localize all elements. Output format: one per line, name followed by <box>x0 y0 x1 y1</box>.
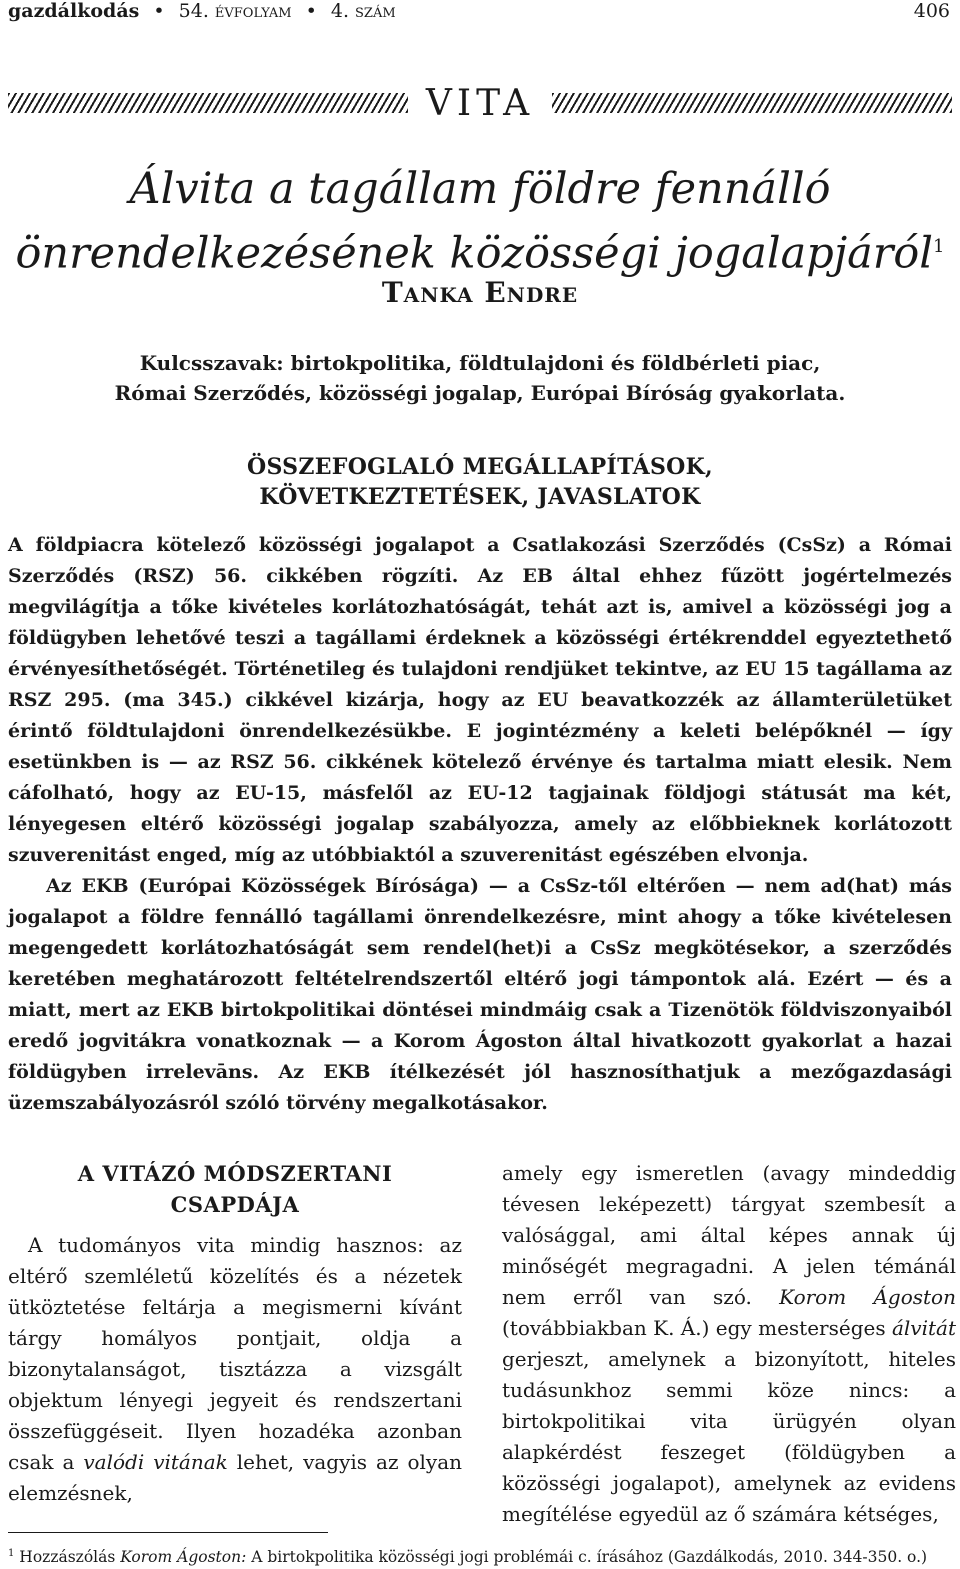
left-text-part-1: A tudományos vita mindig hasznos: az eltérő szemléletű közelítés és a nézetek ütköztetése feltárja a megismerni kívánt tárgy homályos pontjait, oldja a bizonytalanságot, tisztázza a vizsgált objektum lényegi jegyeit és rendszertani összefüggéseit. Ilyen hozadéka azonban csak a <box>8 1233 462 1474</box>
subheading-line-1: A VITÁZÓ MÓDSZERTANI <box>77 1161 393 1186</box>
summary-body <box>8 530 952 1119</box>
right-column-paragraph <box>502 1158 956 1530</box>
summary-paragraph-1: A földpiacra kötelező közösségi jogalapot a Csatlakozási Szerződés (CsSz) a Római Szerződés (RSZ) 56. cikkében rögzíti. Az EB által ehhez fűzött jogértelmezés megvilágítja a tőke kivételes korlátozhatóságát, tehát azt is, amivel a közösségi jog a földügyben lehetővé teszi a tagállami érdeknek a közösségi értékrenddel egyeztethető érvényesíthetőségét. Történetileg és tulajdoni rendjüket tekintve, az EU 15 tagállama az RSZ 295. (ma 345.) cikkével kizárja, hogy az EU beavatkozzék az államterületüket érintő földtulajdoni önrendelkezésükbe. E jogintézmény a keleti belépőknél — így esetünkben is — az RSZ 56. cikkének kötelező érvénye és tartalma miatt elesik. Nem cáfolható, hogy az EU-15, másfelől az EU-12 tagjainak földjogi státusát ma két, lényegesen eltérő közösségi jogalap szabályozza, amely az előbbieknek korlátozott szuverenitást enged, míg az utóbbiaktól a szuverenitást egészében elvonja. <box>8 534 952 866</box>
left-text-emphasis: valódi vitának <box>83 1450 228 1474</box>
journal-name: gazdálkodás <box>8 0 140 22</box>
hatch-decoration-left <box>8 93 408 113</box>
left-text-part-2: lehet, vagyis az olyan elemzésnek, <box>8 1450 463 1505</box>
footnote-author: Korom Ágoston: <box>120 1548 247 1567</box>
keywords <box>60 348 900 408</box>
section-label: VITA <box>425 82 535 124</box>
subheading-line-2: CSAPDÁJA <box>170 1192 300 1217</box>
title-line-2 <box>0 218 960 282</box>
title-footnote-mark: 1 <box>933 236 945 257</box>
title-line-1: Álvita a tagállam földre fennálló <box>129 164 831 214</box>
footnote-rule <box>8 1532 328 1533</box>
bullet-separator: • <box>153 0 165 22</box>
left-column-paragraph <box>8 1230 462 1509</box>
title-line-2-text: önrendelkezésének közösségi jogalapjáról <box>15 228 933 279</box>
page-number: 406 <box>913 0 950 22</box>
article-title <box>0 160 960 282</box>
footnote-mark: 1 <box>8 1548 15 1559</box>
volume-label: 54. évfolyam <box>178 0 292 22</box>
section-band <box>8 80 952 126</box>
summary-heading-line-2: KÖVETKEZTETÉSEK, JAVASLATOK <box>259 484 701 510</box>
running-head <box>8 0 950 26</box>
right-text-part-3: gerjeszt, amelynek a bizonyított, hiteles tudásunkhoz semmi köze nincs: a birtokpolitikai vita ürügyén olyan alapkérdést feszeget (földügyben a közösségi jogalapot), amelynek az evidens megítélése egyedül az ő számára kétséges, <box>502 1347 956 1526</box>
left-column <box>8 1158 462 1509</box>
right-text-part-2: (továbbiakban K. Á.) egy mesterséges <box>502 1316 892 1340</box>
right-text-author: Korom Ágoston <box>779 1285 956 1309</box>
summary-heading <box>0 452 960 512</box>
right-column <box>502 1158 956 1530</box>
summary-paragraph-2: Az EKB (Európai Közösségek Bírósága) — a CsSz-től eltérően — nem ad(hat) más jogalapot a földre fennálló tagállami önrendelkezésre, mint ahogy a tőke kivételesen megengedett korlátozhatóságát sem rendel(het)i a CsSz megkötésekor, a szerződés keretében meghatározott feltételrendszertől eltérő jogi támpontok alá. Ezért — és a miatt, mert az EKB birtokpolitikai döntései mindmáig csak a Tizenötök földviszonyaiból eredő jogvitákra vonatkoznak — a Korom Ágoston által hivatkozott gyakorlat a hazai földügyben irrelevāns. Az EKB ítélkezését jól hasznosíthatjuk a mezőgazdasági üzemszabályozásról szóló törvény megalkotásakor. <box>8 875 952 1114</box>
summary-heading-line-1: ÖSSZEFOGLALÓ MEGÁLLAPÍTÁSOK, <box>247 454 713 480</box>
author-name: Tanka Endre <box>381 276 579 309</box>
footnote <box>8 1544 952 1567</box>
right-text-alvita: álvitát <box>891 1316 956 1340</box>
hatch-decoration-right <box>552 93 952 113</box>
journal-info <box>8 0 396 22</box>
footnote-text: A birtokpolitika közösségi jogi problémái c. írásához (Gazdálkodás, 2010. 344-350. o.) <box>246 1548 928 1567</box>
keywords-line-1: Kulcsszavak: birtokpolitika, földtulajdoni és földbérleti piac, <box>139 351 821 375</box>
footnote-prefix: Hozzászólás <box>14 1548 121 1567</box>
section-subheading <box>8 1158 462 1220</box>
bullet-separator: • <box>305 0 317 22</box>
issue-label: 4. szám <box>330 0 396 22</box>
keywords-line-2: Római Szerződés, közösségi jogalap, Európai Bíróság gyakorlata. <box>114 381 846 405</box>
right-text-part-1: amely egy ismeretlen (avagy mindeddig tévesen leképezett) tárgyat szembesít a valósággal, ami által képes annak új minőségét megragadni. A jelen témánál nem erről van szó. <box>502 1161 956 1309</box>
